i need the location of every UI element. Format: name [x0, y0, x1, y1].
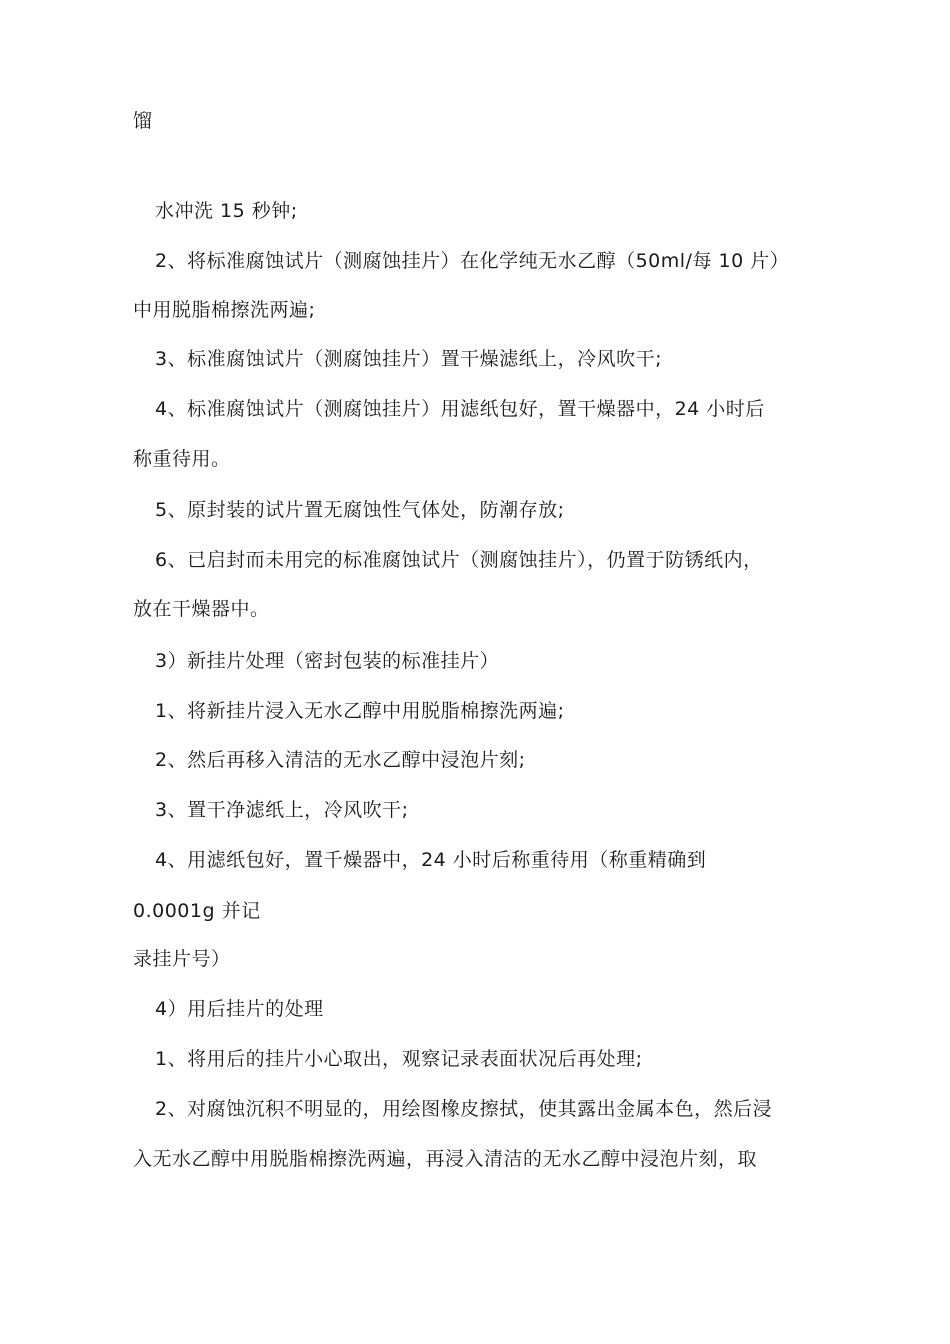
text-line: 馏 [133, 110, 153, 132]
text-line: 4、标准腐蚀试片（测腐蚀挂片）用滤纸包好，置干燥器中，24 小时后 [155, 398, 765, 420]
text-line: 称重待用。 [133, 448, 231, 470]
text-line: 6、已启封而未用完的标准腐蚀试片（测腐蚀挂片），仍置于防锈纸内， [155, 549, 763, 571]
text-line: 放在干燥器中。 [133, 598, 270, 620]
text-line: 3、标准腐蚀试片（测腐蚀挂片）置干燥滤纸上，冷风吹干; [155, 348, 662, 370]
text-line: 2、对腐蚀沉积不明显的，用绘图橡皮擦拭，使其露出金属本色，然后浸 [155, 1098, 773, 1120]
text-line: 1、将用后的挂片小心取出，观察记录表面状况后再处理; [155, 1048, 643, 1070]
text-line: 入无水乙醇中用脱脂棉擦洗两遍，再浸入清洁的无水乙醇中浸泡片刻，取 [133, 1148, 758, 1170]
text-line: 0.0001g 并记 [133, 900, 261, 922]
text-line: 中用脱脂棉擦洗两遍; [133, 299, 316, 321]
text-line: 5、原封装的试片置无腐蚀性气体处，防潮存放; [155, 499, 565, 521]
text-line: 3、置干净滤纸上，冷风吹干; [155, 799, 409, 821]
section-heading: 4）用后挂片的处理 [155, 998, 324, 1020]
text-line: 水冲洗 15 秒钟; [155, 200, 298, 222]
text-line: 录挂片号） [133, 948, 231, 970]
text-line: 1、将新挂片浸入无水乙醇中用脱脂棉擦洗两遍; [155, 700, 565, 722]
text-line: 2、然后再移入清洁的无水乙醇中浸泡片刻; [155, 749, 526, 771]
text-line: 2、将标准腐蚀试片（测腐蚀挂片）在化学纯无水乙醇（50ml/每 10 片） [155, 250, 790, 272]
section-heading: 3）新挂片处理（密封包装的标准挂片） [155, 650, 500, 672]
text-line: 4、用滤纸包好，置千燥器中，24 小时后称重待用（称重精确到 [155, 849, 707, 871]
